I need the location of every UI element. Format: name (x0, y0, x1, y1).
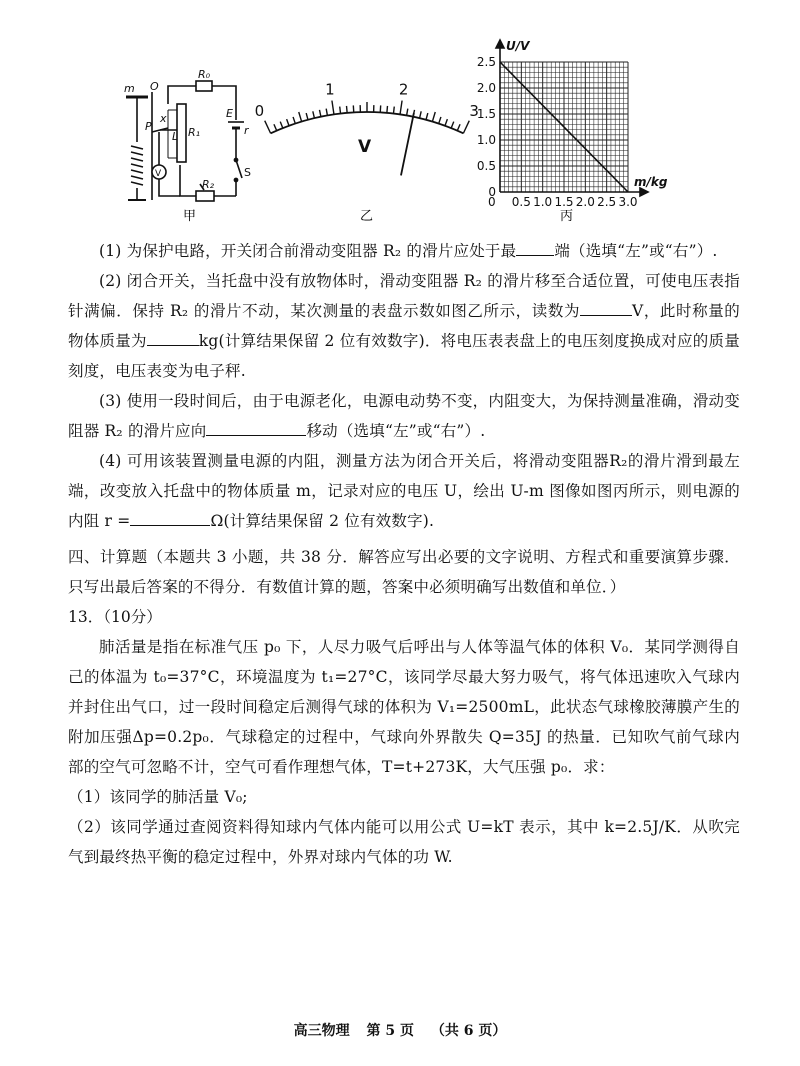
dial-tick (439, 117, 441, 124)
chart-origin-label: 0 (488, 195, 496, 209)
footer-page: 第 5 页 (366, 1023, 414, 1039)
y-tick-label: 2.5 (476, 55, 496, 69)
label-P: P (145, 120, 152, 133)
q12-blank-1[interactable] (516, 239, 554, 256)
y-arrow (496, 40, 504, 48)
label-R2: R₂ (202, 178, 215, 191)
circuit-figure (126, 81, 244, 201)
q13-number: 13．（10分） (68, 608, 162, 626)
dial-ticks (265, 101, 470, 134)
q12-blank-4[interactable] (206, 419, 306, 436)
dial-tick (299, 112, 302, 122)
dial-tick (340, 107, 341, 114)
footer-subject: 高三物理 (293, 1023, 350, 1039)
label-S: S (244, 166, 251, 179)
dial-tick (457, 124, 460, 130)
q12-blank-3[interactable] (147, 329, 199, 346)
label-m: m (124, 82, 135, 95)
dial-tick (280, 122, 283, 129)
dial-tick (287, 119, 289, 126)
q12-part1: (1) 为保护电路，开关闭合前滑动变阻器 R₂ 的滑片应处于最 端（选填“左”或“右”）. (68, 236, 740, 266)
q13-body: 肺活量是指在标准气压 p₀ 下，人尽力吸气后呼出与人体等温气体的体积 V₀．某同学测得自己的体温为 t₀=37°C，环境温度为 t₁=27°C，该同学尽最大努力吸气，将气体迅速吹入气球内并封住出气口，过一段时间稳定后测得气球的体积为 V₁=2500mL，此状态气球橡胶薄膜产生的附加压强Δp=0.2p₀．气球稳定的过程中，气球向外界散失 Q=35J 的热量．已知吹气前气球内部的空气可忽略不计，空气可看作理想气体，T=t+273K，大气压强 p₀．求： (68, 638, 740, 776)
label-O: O (150, 80, 159, 93)
y-tick-label: 1.5 (476, 107, 496, 121)
dial-tick (274, 124, 277, 130)
x-tick-label: 2.0 (575, 195, 595, 209)
dial-needle (401, 113, 414, 176)
dial-tick (293, 117, 295, 124)
chart-x-ticks (512, 195, 638, 209)
dial-tick (319, 110, 320, 117)
chart-axes (496, 40, 648, 196)
dial-number-2: 2 (398, 80, 409, 99)
chart-x-label: m/kg (634, 175, 668, 189)
q12-blank-5[interactable] (130, 509, 210, 526)
dial-number-3: 3 (469, 101, 479, 120)
label-R1: R₁ (188, 126, 201, 139)
label-E: E (226, 107, 233, 120)
figures-row (0, 0, 800, 230)
label-R0: R₀ (198, 68, 211, 81)
chart-y-ticks (477, 55, 496, 199)
dial-tick (432, 112, 435, 122)
x-tick-label: 1.5 (554, 195, 574, 209)
dial-tick (393, 107, 394, 114)
chart-y-label: U/V (506, 39, 530, 53)
dial-tick (445, 119, 447, 126)
dial-tick (326, 109, 327, 116)
dial-tick (420, 111, 422, 118)
dial-tick (265, 121, 271, 134)
caption-yi: 乙 (360, 209, 374, 224)
dial-number-1: 1 (325, 80, 335, 99)
dial-tick (400, 101, 402, 115)
u-m-chart (477, 39, 668, 209)
dial-number-0: 0 (254, 101, 265, 120)
dial-tick (332, 101, 334, 115)
dial-tick (426, 113, 428, 120)
q12-part4: (4) 可用该装置测量电源的内阻，测量方法为闭合开关后，将滑动变阻器R₂的滑片滑到最左端，改变放入托盘中的物体质量 m，记录对应的电压 U，绘出 U-m 图像如图丙所示，则电源的内阻 r = Ω(计算结果保留 2 位有效数字). (68, 452, 740, 530)
dial-tick (347, 106, 348, 113)
y-tick-label: 1.0 (476, 133, 496, 147)
section4-heading: 四、计算题（本题共 3 小题，共 38 分．解答应写出必要的文字说明、方程式和重要演算步骤．只写出最后答案的不得分．有数值计算的题，答案中必须明确写出数值和单位．） (68, 548, 740, 596)
q12-part3: (3) 使用一段时间后，由于电源老化，电源电动势不变，内阻变大，为保持测量准确，滑动变阻器 R₂ 的滑片应向 移动（选填“左”或“右”）. (68, 392, 740, 440)
footer-total: （共 6 页） (430, 1023, 507, 1039)
y-tick-label: 2.0 (476, 81, 496, 95)
q13-sub1: （1）该同学的肺活量 V₀; (68, 788, 248, 806)
x-arrow (640, 188, 648, 196)
dial-tick (313, 111, 315, 118)
x-tick-label: 0.5 (511, 195, 531, 209)
label-x: x (160, 112, 167, 125)
page-footer (0, 1020, 800, 1040)
caption-bing: 丙 (560, 209, 574, 224)
dial-tick (387, 106, 388, 113)
label-V: V (155, 169, 162, 179)
dial-numbers (255, 81, 479, 120)
dial-tick (451, 122, 454, 129)
q12-blank-2[interactable] (580, 299, 632, 316)
dial-unit: V (358, 137, 372, 157)
q12-part2: (2) 闭合开关，当托盘中没有放物体时，滑动变阻器 R₂ 的滑片移至合适位置，可使电压表指针满偏．保持 R₂ 的滑片不动，某次测量的表盘示数如图乙所示，读数为 V，此时称量的物体质量为 kg(计算结果保留 2 位有效数字)．将电压表表盘上的电压刻度换成对应的质量刻度，电压表变为电子秤. (68, 272, 740, 380)
label-L: L (172, 130, 179, 143)
y-tick-label: 0 (488, 185, 496, 199)
x-tick-label: 3.0 (618, 195, 638, 209)
y-tick-label: 0.5 (476, 159, 496, 173)
x-tick-label: 2.5 (597, 195, 617, 209)
q13-sub2: （2）该同学通过查阅资料得知球内气体内能可以用公式 U=kT 表示，其中 k=2.5J/K．从吹完气到最终热平衡的稳定过程中，外界对球内气体的功 W. (68, 818, 740, 866)
dial-tick (306, 113, 308, 120)
x-tick-label: 1.0 (533, 195, 553, 209)
dial-tick (463, 121, 469, 134)
label-r: r (244, 124, 249, 137)
dial-tick (407, 109, 408, 116)
caption-jia: 甲 (183, 209, 197, 224)
